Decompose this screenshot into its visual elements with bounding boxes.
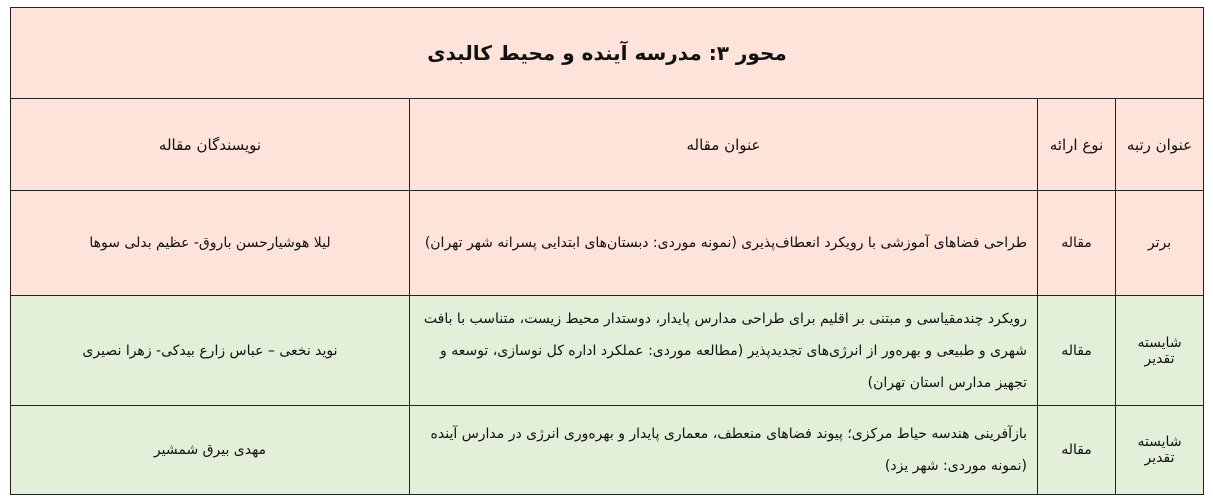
rank-cell: شایسته تقدیر <box>1116 296 1204 406</box>
article-title: رویکرد چندمقیاسی و مبتنی بر اقلیم برای طراحی مدارس پایدار، دوستدار محیط زیست، متناسب با بافت شهری و طبیعی و بهره‌ور از انرژی‌های تجدیدپذیر (مطالعه موردی: عملکرد اداره کل نوسازی، توسعه و تجهیز مدارس استان تهران) <box>423 310 1027 391</box>
section-title-row <box>11 8 1204 99</box>
column-header-row <box>11 99 1204 191</box>
title-cell <box>410 406 1038 495</box>
authors-cell: مهدی بیرق شمشیر <box>11 406 410 495</box>
column-header-rank: عنوان رتبه <box>1116 99 1204 191</box>
authors-cell: نوید نخعی – عباس زارع بیدکی- زهرا نصیری <box>11 296 410 406</box>
article-title: بازآفرینی هندسه حیاط مرکزی؛ پیوند فضاهای منعطف، معماری پایدار و بهره‌وری انرژی در مدارس آینده (نمونه موردی: شهر یزد) <box>430 426 1027 474</box>
rank-cell: شایسته تقدیر <box>1116 406 1204 495</box>
table-row <box>11 296 1204 406</box>
rank-cell: برتر <box>1116 191 1204 296</box>
authors-cell: لیلا هوشیارحسن باروق- عظیم بدلی سوها <box>11 191 410 296</box>
section-title: محور ۳: مدرسه آینده و محیط کالبدی <box>11 8 1204 99</box>
title-cell <box>410 296 1038 406</box>
title-cell <box>410 191 1038 296</box>
awards-table-container <box>10 7 1204 495</box>
type-cell: مقاله <box>1038 406 1116 495</box>
column-header-authors: نویسندگان مقاله <box>11 99 410 191</box>
article-title: طراحی فضاهای آموزشی با رویکرد انعطاف‌پذیری (نمونه موردی: دبستان‌های ابتدایی پسرانه شهر تهران) <box>424 235 1027 251</box>
column-header-type: نوع ارائه <box>1038 99 1116 191</box>
type-cell: مقاله <box>1038 191 1116 296</box>
awards-table <box>10 7 1204 495</box>
table-row <box>11 191 1204 296</box>
type-cell: مقاله <box>1038 296 1116 406</box>
column-header-title: عنوان مقاله <box>410 99 1038 191</box>
table-row <box>11 406 1204 495</box>
